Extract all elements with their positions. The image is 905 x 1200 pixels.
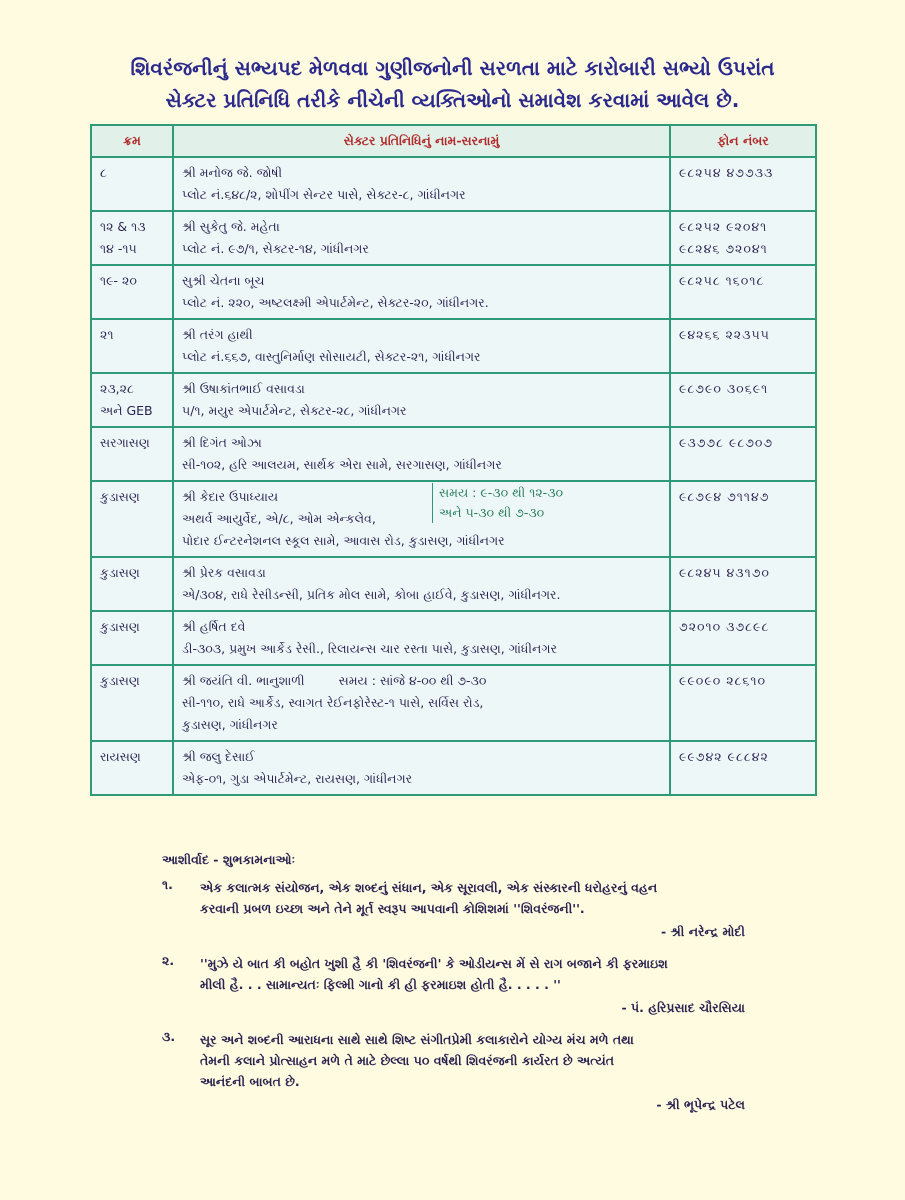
phone-cell: ૯૪૨૬૬ ૨૨૩૫૫ — [670, 319, 816, 373]
blessing-text: ''મુઝે યે બાત કી બહોત ખુશી હૈ કી 'શિવરંજની' કે ઓડીયન્સ મેં સે રાગ બજાને કી ફરમાઇશ મીલી હૈ. . . સામાન્યતઃ ફિલ્મી ગાનો કી હી ફરમાઇશ હોતી હૈ. . . . . '' — [200, 956, 668, 992]
representative-name: શ્રી જયંતિ વી. ભાનુશાળી — [182, 673, 305, 688]
phone-cell: ૯૮૨૪૫ ૪૩૧૭૦ — [670, 557, 816, 611]
blessing-author: - પં. હરિપ્રસાદ ચૌરસિયા — [621, 1000, 745, 1015]
timing-box: સમય : ૯-૩૦ થી ૧૨-૩૦ અને ૫-૩૦ થી ૭-૩૦ — [432, 483, 563, 523]
representative-name: સુશ્રી ચેતના બૂચ — [182, 273, 265, 288]
sector-cell: ૨૧ — [91, 319, 173, 373]
representative-name: શ્રી કેદાર ઉપાધ્યાય — [182, 489, 279, 504]
timing-text: સમય : સાંજે ૪-૦૦ થી ૭-૩૦ — [338, 673, 487, 688]
phone-cell: ૯૮૨૫૨ ૯૨૦૪૧ ૯૮૨૪૬ ૭૨૦૪૧ — [670, 211, 816, 265]
table-row — [91, 741, 816, 795]
table-row — [91, 211, 816, 265]
blessing-item — [162, 953, 747, 995]
sector-cell: કુડાસણ — [91, 665, 173, 741]
representative-address: પ્લોટ નં. ૨૨૦, અષ્ટલક્ષ્મી એપાર્ટમેન્ટ, સેક્ટર-૨૦, ગાંધીનગર. — [182, 295, 489, 310]
name-address-cell — [173, 665, 670, 741]
phone-cell: ૯૩૭૭૮ ૯૮૭૦૭ — [670, 427, 816, 481]
representative-address: એ/૩૦૪, રાધે રેસીડન્સી, પ્રતિક મોલ સામે, કોબા હાઈવે, કુડાસણ, ગાંધીનગર. — [182, 587, 561, 602]
heading-line-1: શિવરંજનીનું સભ્યપદ મેળવવા ગુણીજનોની સરળતા માટે કારોબારી સભ્યો ઉપરાંત — [130, 56, 775, 80]
sector-cell: ૨૩,૨૮ અને GEB — [91, 373, 173, 427]
phone-cell: ૯૮૨૫૮ ૧૬૦૧૮ — [670, 265, 816, 319]
representative-name: શ્રી પ્રેરક વસાવડા — [182, 565, 266, 580]
table-row — [91, 427, 816, 481]
blessing-number: ૩. — [162, 1029, 176, 1044]
representative-address: સી-૧૦૨, હરિ આલયમ, સાર્થક એરા સામે, સરગાસણ, ગાંધીનગર — [182, 457, 502, 472]
header-name-address: સેક્ટર પ્રતિનિધિનું નામ-સરનામું — [173, 125, 670, 157]
blessing-text: એક કલાત્મક સંયોજન, એક શબ્દનું સંધાન, એક સૂરાવલી, એક સંસ્કારની ધરોહરનું વહન કરવાની પ્રબળ ઇચ્છા અને તેને મૂર્ત સ્વરૂપ આપવાની કોશિશમાં ''શિવરંજની''. — [200, 880, 658, 916]
representative-name: શ્રી દિગંત ઓઝા — [182, 435, 262, 450]
blessings-title: આશીર્વાદ - શુભકામનાઓઃ — [162, 852, 296, 867]
representative-address: સી-૧૧૦, રાધે આર્કેડ, સ્વાગત રેઈનફોરેસ્ટ-૧ પાસે, સર્વિસ રોડ, કુડાસણ, ગાંધીનગર — [182, 695, 484, 732]
phone-cell: ૯૮૭૯૦ ૩૦૬૯૧ — [670, 373, 816, 427]
sector-cell: કુડાસણ — [91, 611, 173, 665]
representative-name: શ્રી હર્ષિત દવે — [182, 619, 246, 634]
name-address-cell — [173, 265, 670, 319]
name-address-cell — [173, 211, 670, 265]
name-address-cell — [173, 611, 670, 665]
representative-name: શ્રી સુકેતુ જે. મહેતા — [182, 219, 280, 234]
phone-cell: ૯૯૦૯૦ ૨૮૬૧૦ — [670, 665, 816, 741]
blessing-number: ૨. — [162, 953, 175, 968]
phone-cell: ૯૯૭૪૨ ૯૮૮૪૨ — [670, 741, 816, 795]
representative-address: પ્લોટ નં.૬૬૭, વાસ્તુનિર્માણ સોસાયટી, સેક્ટર-૨૧, ગાંધીનગર — [182, 349, 481, 364]
blessing-item — [162, 877, 747, 919]
name-address-cell — [173, 557, 670, 611]
table-row — [91, 265, 816, 319]
name-address-cell — [173, 373, 670, 427]
table-row — [91, 611, 816, 665]
header-phone: ફોન નંબર — [670, 125, 816, 157]
sector-cell: કુડાસણ — [91, 557, 173, 611]
name-address-cell — [173, 481, 670, 557]
representative-address: પ્લોટ નં. ૯૭/૧, સેક્ટર-૧૪, ગાંધીનગર — [182, 241, 369, 256]
name-address-cell — [173, 157, 670, 211]
blessing-author: - શ્રી ભૂપેન્દ્ર પટેલ — [656, 1097, 745, 1112]
name-address-cell — [173, 319, 670, 373]
blessings-section — [162, 852, 747, 1126]
representative-name-line — [182, 670, 661, 692]
sector-cell: રાયસણ — [91, 741, 173, 795]
representative-address: અથર્વ આયુર્વેદ, એ/૮, ઓમ એન્કલેવ, પોદાર ઈન્ટરનેશનલ સ્કૂલ સામે, આવાસ રોડ, કુડાસણ, ગાંધીનગર — [182, 511, 505, 548]
representative-address: એફ-૦૧, ગુડા એપાર્ટમેન્ટ, રાયસણ, ગાંધીનગર — [182, 771, 413, 786]
page-heading — [60, 52, 845, 116]
sector-representatives-table — [90, 124, 817, 796]
table-row — [91, 319, 816, 373]
phone-cell: ૭૨૦૧૦ ૩૭૮૯૮ — [670, 611, 816, 665]
sector-cell: ૧૨ & ૧૩ ૧૪ -૧૫ — [91, 211, 173, 265]
table-row — [91, 373, 816, 427]
sector-cell: ૧૯- ૨૦ — [91, 265, 173, 319]
blessing-number: ૧. — [162, 877, 173, 892]
blessing-author: - શ્રી નરેન્દ્ર મોદી — [661, 924, 745, 939]
heading-line-2: સેક્ટર પ્રતિનિધિ તરીકે નીચેની વ્યક્તિઓનો સમાવેશ કરવામાં આવેલ છે. — [165, 88, 740, 112]
table-row — [91, 481, 816, 557]
table-header-row — [91, 125, 816, 157]
representative-name: શ્રી મનોજ જે. જોષી — [182, 165, 283, 180]
representative-name: શ્રી જલુ દેસાઈ — [182, 749, 255, 764]
table-row — [91, 157, 816, 211]
phone-cell: ૯૮૭૯૪ ૭૧૧૪૭ — [670, 481, 816, 557]
sector-cell: સરગાસણ — [91, 427, 173, 481]
representative-address: ૫/૧, મયુર એપાર્ટમેન્ટ, સેક્ટર-૨૮, ગાંધીનગર — [182, 403, 407, 418]
sector-cell: કુડાસણ — [91, 481, 173, 557]
table-row — [91, 665, 816, 741]
representative-address: પ્લોટ નં.૬૪૮/૨, શોપીંગ સેન્ટર પાસે, સેક્ટર-૮, ગાંધીનગર — [182, 187, 466, 202]
representative-name: શ્રી ઉષાકાંતભાઈ વસાવડા — [182, 381, 305, 396]
blessing-item — [162, 1029, 747, 1092]
representative-name: શ્રી તરંગ હાથી — [182, 327, 253, 342]
name-address-cell — [173, 741, 670, 795]
blessing-text: સૂર અને શબ્દની આરાધના સાથે સાથે શિષ્ટ સંગીતપ્રેમી કલાકારોને યોગ્ય મંચ મળે તથા તેમની કલાને પ્રોત્સાહન મળે તે માટે છેલ્લા ૫૦ વર્ષથી શિવરંજની કાર્યરત છે અત્યંત આનંદની બાબત છે. — [200, 1032, 634, 1089]
table-row — [91, 557, 816, 611]
phone-cell: ૯૮૨૫૪ ૪૭૭૩૩ — [670, 157, 816, 211]
sector-cell: ૮ — [91, 157, 173, 211]
name-address-cell — [173, 427, 670, 481]
header-serial: ક્રમ — [91, 125, 173, 157]
representative-address: ડી-૩૦૩, પ્રમુખ આર્કેડ રેસી., રિલાયન્સ ચાર રસ્તા પાસે, કુડાસણ, ગાંધીનગર — [182, 641, 557, 656]
